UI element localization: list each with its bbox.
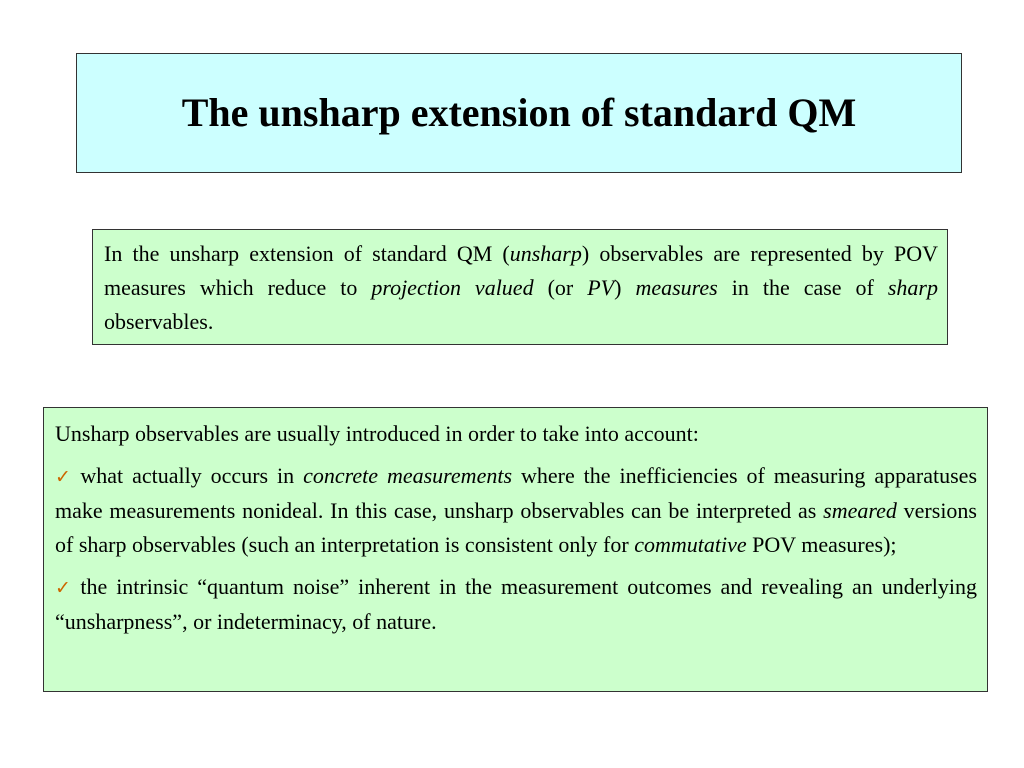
reasons-box [43, 407, 988, 692]
checkmark-icon: ✓ [55, 466, 75, 488]
bullet-1-text-4: POV measures); [746, 532, 897, 557]
definition-text-5: in the case of [717, 275, 888, 300]
title-box [76, 53, 962, 173]
definition-emphasis-sharp: sharp [887, 275, 938, 300]
checkmark-icon: ✓ [55, 577, 75, 599]
slide-title: The unsharp extension of standard QM [181, 90, 857, 135]
definition-emphasis-measures: measures [635, 275, 718, 300]
definition-text-3: (or [533, 275, 588, 300]
definition-box [92, 229, 948, 345]
definition-paragraph [104, 237, 938, 339]
definition-emphasis-projection-valued: projection valued [371, 275, 534, 300]
definition-emphasis-unsharp: unsharp [509, 241, 582, 266]
bullet-1-text-1: what actually occurs in [80, 463, 304, 488]
definition-text-6: observables. [104, 309, 214, 334]
reasons-intro: Unsharp observables are usually introduced in order to take into account: [55, 421, 699, 446]
bullet-2-text: the intrinsic “quantum noise” inherent in the measurement outcomes and revealing an underlying “unsharpness”, or indeterminacy, of nature. [55, 574, 978, 634]
definition-text-4: ) [614, 275, 636, 300]
bullet-1-text-3: versions of sharp observables (such an interpretation is consistent only for [55, 498, 977, 557]
bullet-1-emphasis-concrete: concrete measurements [303, 463, 513, 488]
bullet-item-2 [55, 570, 977, 639]
definition-text-2: ) observables are represented by POV measures which reduce to [104, 241, 938, 300]
definition-emphasis-pv: PV [587, 275, 615, 300]
bullet-item-1 [55, 459, 977, 562]
bullet-1-emphasis-commutative: commutative [634, 532, 747, 557]
bullet-1-text-2: where the inefficiencies of measuring apparatuses make measurements nonideal. In this case, unsharp observables can be interpreted as [55, 463, 978, 523]
bullet-1-emphasis-smeared: smeared [823, 498, 897, 523]
definition-text-1: In the unsharp extension of standard QM ( [104, 241, 510, 266]
